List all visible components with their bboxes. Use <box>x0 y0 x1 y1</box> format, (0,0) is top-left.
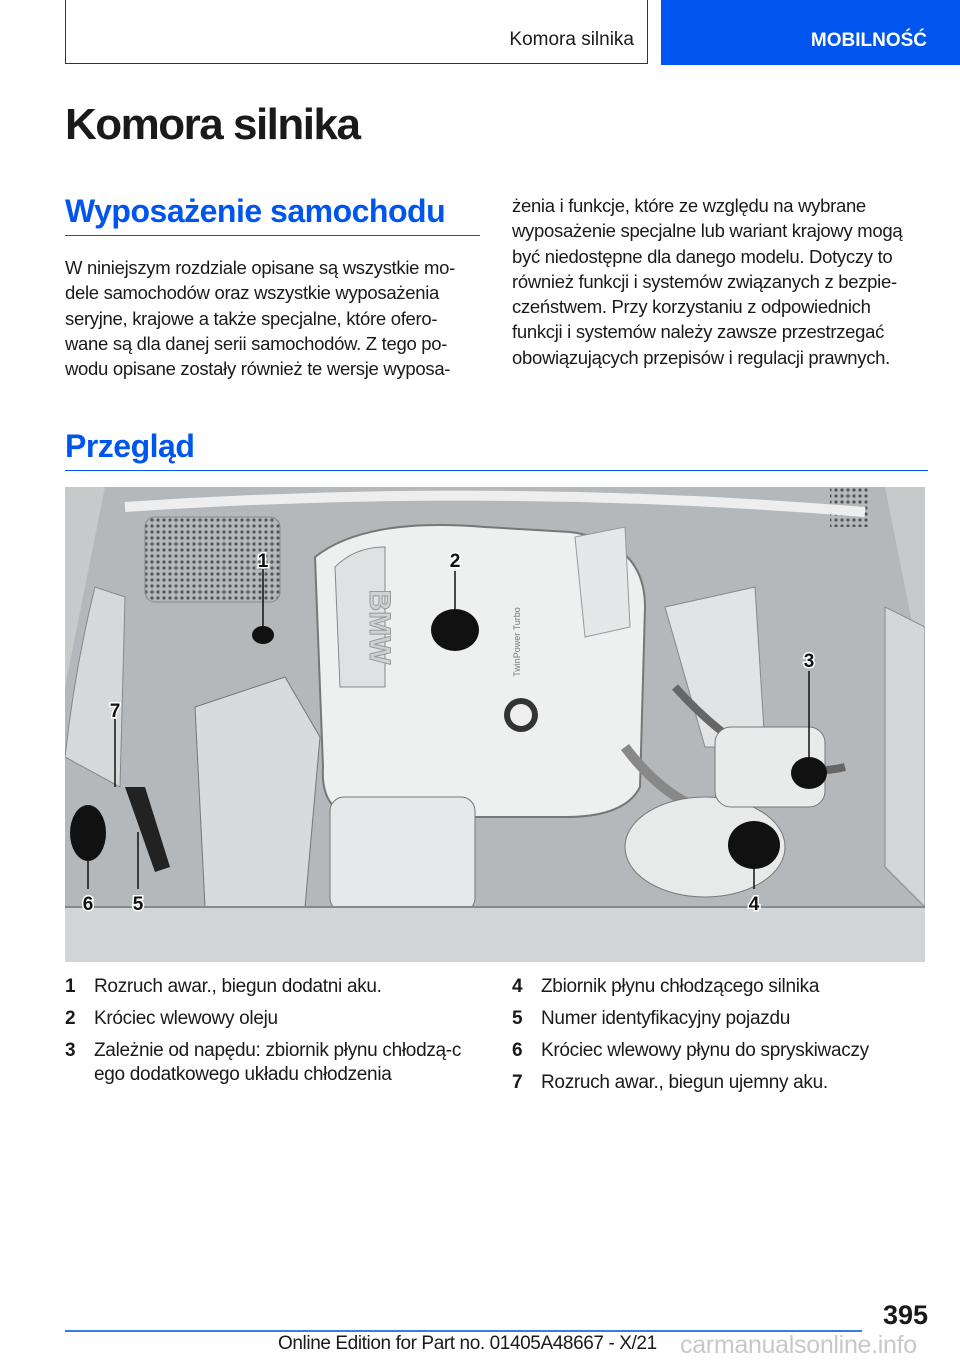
chapter-tab[interactable] <box>661 0 960 65</box>
legend-item <box>512 1039 928 1063</box>
header-section-title: Komora silnika <box>509 29 634 50</box>
legend-number: 6 <box>512 1040 523 1061</box>
legend-text: Króciec wlewowy oleju <box>94 1008 278 1029</box>
legend-item <box>512 975 928 999</box>
legend-item <box>65 1007 475 1031</box>
legend-number: 7 <box>512 1072 523 1093</box>
legend-text: Rozruch awar., biegun dodatni aku. <box>94 976 382 997</box>
text-line: być niedostępne dla danego modelu. Dotyczy to <box>512 245 893 267</box>
text-line: W niniejszym rozdziale opisane są wszystkie mo- <box>65 257 455 278</box>
text-line: wodu opisane zostały również te wersje wyposa- <box>65 358 451 380</box>
text-line: żenia i funkcje, które ze względu na wybrane <box>512 195 866 216</box>
legend-number: 2 <box>65 1008 76 1029</box>
legend-text: Numer identyfikacyjny pojazdu <box>541 1008 790 1029</box>
legend-left <box>65 975 475 1095</box>
legend-item <box>512 1071 928 1095</box>
footer-edition: Online Edition for Part no. 01405A48667 - X/21 <box>278 1333 657 1354</box>
legend-text: Króciec wlewowy płynu do spryskiwaczy <box>541 1040 869 1061</box>
page-number: 395 <box>882 1300 928 1330</box>
callout-1: 1 <box>257 551 269 572</box>
callout-7: 7 <box>109 701 121 722</box>
legend-text: Zależnie od napędu: zbiornik płynu chłodzą-cego dodatkowego układu chłodzenia <box>94 1040 462 1085</box>
text-line: wane są dla danej serii samochodów. Z tego po- <box>65 332 448 354</box>
callout-4: 4 <box>748 894 760 915</box>
header-section-box <box>65 0 648 64</box>
engine-bay-illustration <box>65 487 925 962</box>
text-line: seryjne, krajowe a także specjalne, które ofero- <box>65 307 438 329</box>
legend-item <box>512 1007 928 1031</box>
callout-6: 6 <box>82 894 94 915</box>
text-line: wyposażenie specjalne lub wariant krajowy mogą <box>512 220 903 242</box>
legend-text: Rozruch awar., biegun ujemny aku. <box>541 1072 828 1093</box>
cover-bmw-text: BMW <box>363 589 396 665</box>
section-rule <box>65 470 928 471</box>
intro-left-column <box>65 255 455 381</box>
cover-badge-text: TwinPower Turbo <box>512 607 522 677</box>
callout-2: 2 <box>449 551 461 572</box>
text-line: dele samochodów oraz wszystkie wyposażenia <box>65 282 440 304</box>
legend-number: 4 <box>512 976 523 997</box>
text-line: funkcji i systemów należy zawsze przestrzegać <box>512 321 885 343</box>
section-heading-overview: Przegląd <box>65 428 195 464</box>
callout-5: 5 <box>132 894 144 915</box>
chapter-tab-label: MOBILNOŚĆ <box>810 30 927 51</box>
text-line: czeństwem. Przy korzystaniu z odpowiednich <box>512 296 871 318</box>
legend-right <box>512 975 928 1103</box>
legend-item <box>65 975 475 999</box>
legend-number: 1 <box>65 976 76 997</box>
section-heading-equipment: Wyposażenie samochodu <box>65 193 446 229</box>
section-rule <box>65 235 480 236</box>
legend-text: Zbiornik płynu chłodzącego silnika <box>541 976 820 997</box>
legend-number: 3 <box>65 1040 76 1061</box>
legend-item <box>65 1039 475 1087</box>
watermark: carmanualsonline.info <box>680 1331 917 1359</box>
page-title: Komora silnika <box>65 100 360 149</box>
text-line: obowiązujących przepisów i regulacji prawnych. <box>512 346 890 368</box>
text-line: również funkcji i systemów związanych z bezpie- <box>512 270 897 292</box>
intro-right-column <box>512 193 902 370</box>
legend-number: 5 <box>512 1008 523 1029</box>
callout-3: 3 <box>803 651 815 672</box>
